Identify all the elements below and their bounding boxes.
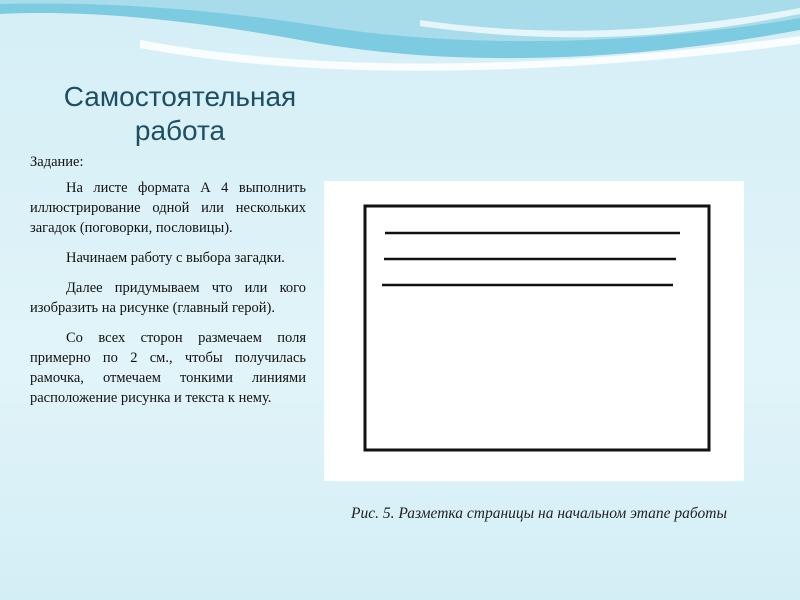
page-layout-drawing xyxy=(324,181,744,481)
page-title: Самостоятельная работа xyxy=(63,81,297,146)
page-layout-figure xyxy=(324,181,744,481)
decorative-waves xyxy=(0,0,800,80)
task-paragraph: Со всех сторон размечаем поля примерно по 2 см., чтобы получилась рамочка, отмечаем тонкими линиями расположение рисунка и текста к нему. xyxy=(30,330,306,406)
task-heading: Задание: xyxy=(30,154,84,170)
task-paragraph: На листе формата А 4 выполнить иллюстрирование одной или нескольких загадок (поговорки, пословицы). xyxy=(30,180,306,236)
task-paragraph: Далее придумываем что или кого изобразить на рисунке (главный герой). xyxy=(30,280,306,316)
figure-caption: Рис. 5. Разметка страницы на начальном этапе работы xyxy=(351,505,727,522)
task-text xyxy=(30,152,306,418)
page-frame xyxy=(365,206,709,450)
task-paragraph: Начинаем работу с выбора загадки. xyxy=(66,250,285,266)
